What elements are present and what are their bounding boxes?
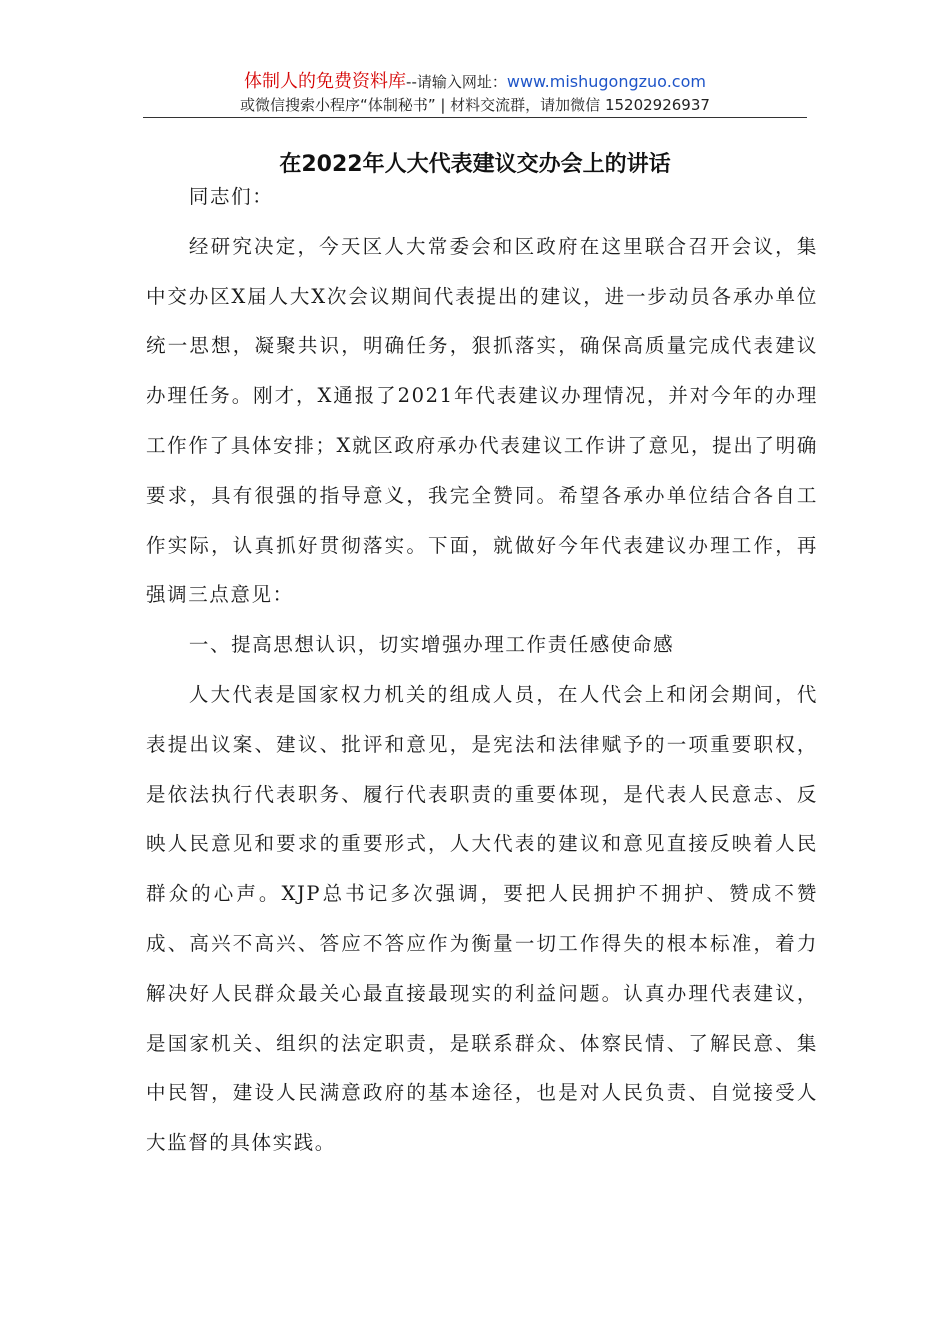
- header-divider: [143, 117, 807, 118]
- watermark-header: [143, 70, 807, 116]
- document-title: 在2022年人大代表建议交办会上的讲话: [279, 152, 671, 177]
- body-paragraph: 人大代表是国家权力机关的组成人员，在人代会上和闭会期间，代表提出议案、建议、批评和意见，是宪法和法律赋予的一项重要职权，是依法执行代表职务、履行代表职责的重要体现，是代表人民意志、反映人民意见和要求的重要形式，人大代表的建议和意见直接反映着人民群众的心声。XJP总书记多次强调，要把人民拥护不拥护、赞成不赞成、高兴不高兴、答应不答应作为衡量一切工作得失的根本标准，着力解决好人民群众最关心最直接最现实的利益问题。认真办理代表建议，是国家机关、组织的法定职责，是联系群众、体察民情、了解民意、集中民智，建设人民满意政府的基本途径，也是对人民负责、自觉接受人大监督的具体实践。: [146, 682, 818, 1155]
- header-line-1: [143, 70, 807, 94]
- body-paragraph: 经研究决定，今天区人大常委会和区政府在这里联合召开会议，集中交办区X届人大X次会议期间代表提出的建议，进一步动员各承办单位统一思想，凝聚共识，明确任务，狠抓落实，确保高质量完成代表建议办理任务。刚才，X通报了2021年代表建议办理情况，并对今年的办理工作作了具体安排；X就区政府承办代表建议工作讲了意见，提出了明确要求，具有很强的指导意义，我完全赞同。希望各承办单位结合各自工作实际，认真抓好贯彻落实。下面，就做好今年代表建议办理工作，再强调三点意见：: [146, 234, 818, 607]
- website-link[interactable]: www.mishugongzuo.com: [506, 72, 706, 91]
- header-line-2: 或微信搜索小程序“体制秘书” | 材料交流群，请加微信 15202926937: [240, 96, 710, 114]
- salutation: 同志们：: [188, 185, 274, 208]
- document-body: [146, 172, 818, 1168]
- brand-name: 体制人的免费资料库: [244, 71, 407, 92]
- url-prompt: --请输入网址：: [406, 73, 507, 91]
- section-heading: 一、提高思想认识，切实增强办理工作责任感使命感: [188, 633, 675, 657]
